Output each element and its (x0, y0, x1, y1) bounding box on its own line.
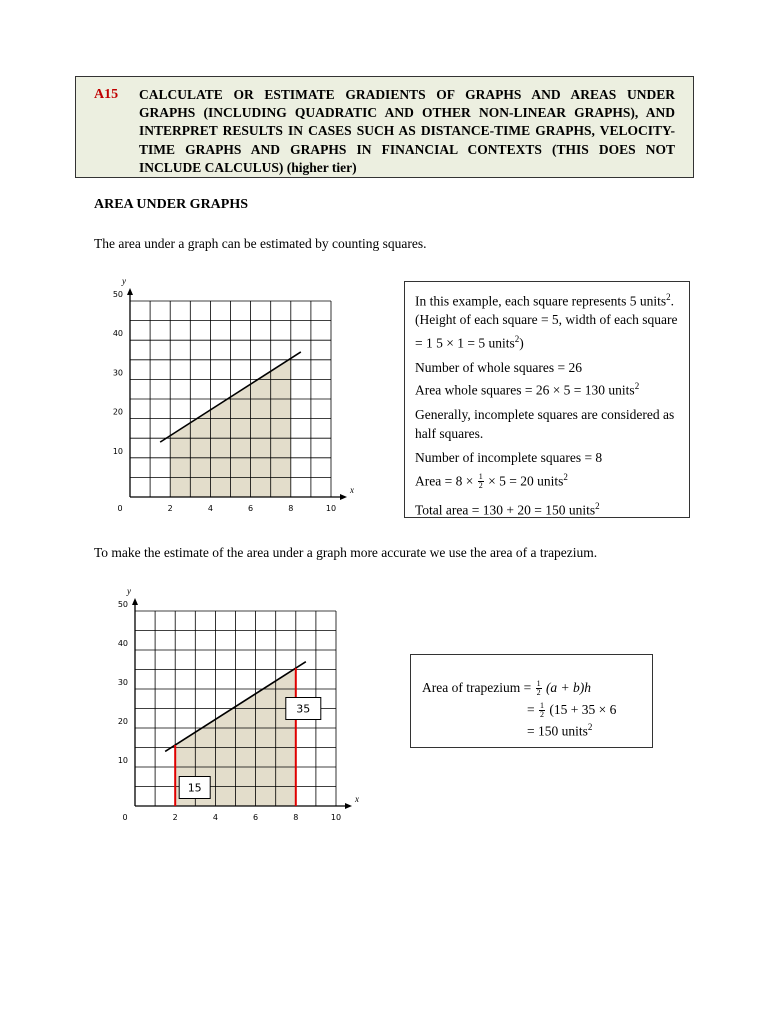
fraction-numerator: 1 (478, 472, 483, 482)
x-tick-label: 10 (325, 504, 337, 513)
formula-line-1-pre: Area of trapezium = (422, 680, 532, 695)
general-rule-text: Generally, incomplete squares are considered as half squares. (415, 407, 675, 441)
superscript: 2 (634, 381, 640, 391)
x-tick-label: 6 (248, 504, 254, 513)
x-axis-label: x (355, 794, 359, 804)
y-tick-label: 30 (117, 678, 128, 687)
objective-code: A15 (94, 87, 119, 102)
incomplete-count: Number of incomplete squares = 8 (415, 450, 603, 465)
whole-area: Area whole squares = 26 × 5 = 130 units (415, 382, 635, 398)
x-tick-label: 8 (293, 813, 299, 822)
y-tick-label: 40 (117, 639, 128, 648)
superscript: 2 (563, 471, 568, 482)
superscript: 2 (595, 500, 600, 511)
x-tick-label: 6 (253, 813, 259, 822)
fraction-denominator: 2 (478, 481, 483, 491)
x-tick-label: 2 (172, 813, 178, 822)
square-value-part3: ) (519, 335, 524, 350)
x-tick-label: 10 (330, 813, 342, 822)
total-area: Total area = 130 + 20 = 150 units (415, 502, 596, 517)
half-fraction (536, 680, 542, 697)
y-axis-arrow (132, 598, 138, 605)
x-axis-label: x (350, 485, 354, 495)
x-tick-label: 4 (207, 504, 213, 513)
trapezium-intro-text: To make the estimate of the area under a graph more accurate we use the area of a trapezium. (94, 545, 598, 560)
y-tick-label: 30 (112, 368, 123, 378)
y-tick-label: 20 (112, 407, 123, 417)
y-tick-label: 20 (117, 717, 128, 726)
x-tick-label: 4 (212, 813, 218, 822)
formula-line-3 (527, 722, 592, 740)
square-value-part2: . (Height of each square = 5, width of each square = 1 5 × 1 = 5 units (415, 293, 678, 350)
incomplete-area-post: × 5 = 20 units (488, 473, 564, 488)
superscript: 2 (587, 722, 593, 732)
superscript: 2 (666, 292, 671, 302)
fraction-denominator: 2 (536, 688, 541, 698)
half-fraction (539, 702, 545, 719)
x-axis-arrow (345, 803, 352, 809)
formula-line-3-text: = 150 units (527, 723, 588, 739)
formula-line-2-pre: = (527, 702, 535, 717)
superscript: 2 (514, 333, 520, 344)
trapezium-formula-box (410, 654, 653, 748)
formula-line-1 (422, 680, 591, 697)
y-axis-label: y (122, 276, 126, 286)
fraction-numerator: 1 (540, 701, 544, 711)
formula-line-2-post: (15 + 35 × 6 (549, 702, 617, 717)
y-tick-label: 40 (112, 329, 123, 339)
fraction-numerator: 1 (536, 679, 541, 689)
x-tick-label: 8 (288, 504, 294, 513)
incomplete-area-pre: Area = 8 × (415, 473, 474, 488)
section-title: AREA UNDER GRAPHS (94, 197, 249, 212)
y-tick-label: 10 (112, 446, 123, 456)
formula-line-2 (527, 702, 616, 719)
y-tick-label: 50 (117, 600, 128, 609)
objective-text: CALCULATE OR ESTIMATE GRADIENTS OF GRAPHS AND AREAS UNDER GRAPHS (INCLUDING QUADRATIC AND OTHER NON-LINEAR GRAPHS), AND INTERPRET RESULTS IN CASES SUCH AS DISTANCE-TIME GRAPHS, VELOCITY-TIME GRAPHS AND GRAPHS IN FINANCIAL CONTEXTS (THIS DOES NOT INCLUDE CALCULUS) (higher tier) (139, 87, 675, 175)
x-tick-label: 0 (122, 813, 128, 822)
x-tick-label: 2 (167, 504, 173, 513)
side-b-label: 35 (296, 702, 311, 716)
fraction-denominator: 2 (540, 710, 544, 720)
y-axis-label: y (127, 586, 131, 596)
side-a-label: 15 (187, 781, 202, 795)
y-tick-label: 10 (117, 756, 128, 765)
whole-count: Number of whole squares = 26 (415, 359, 582, 375)
y-tick-label: 50 (112, 290, 123, 299)
x-tick-label: 0 (117, 504, 123, 513)
intro-text: The area under a graph can be estimated by counting squares. (94, 236, 427, 251)
square-value-part1: In this example, each square represents 5 units (415, 293, 667, 309)
formula-line-1-post: (a + b)h (545, 680, 592, 695)
